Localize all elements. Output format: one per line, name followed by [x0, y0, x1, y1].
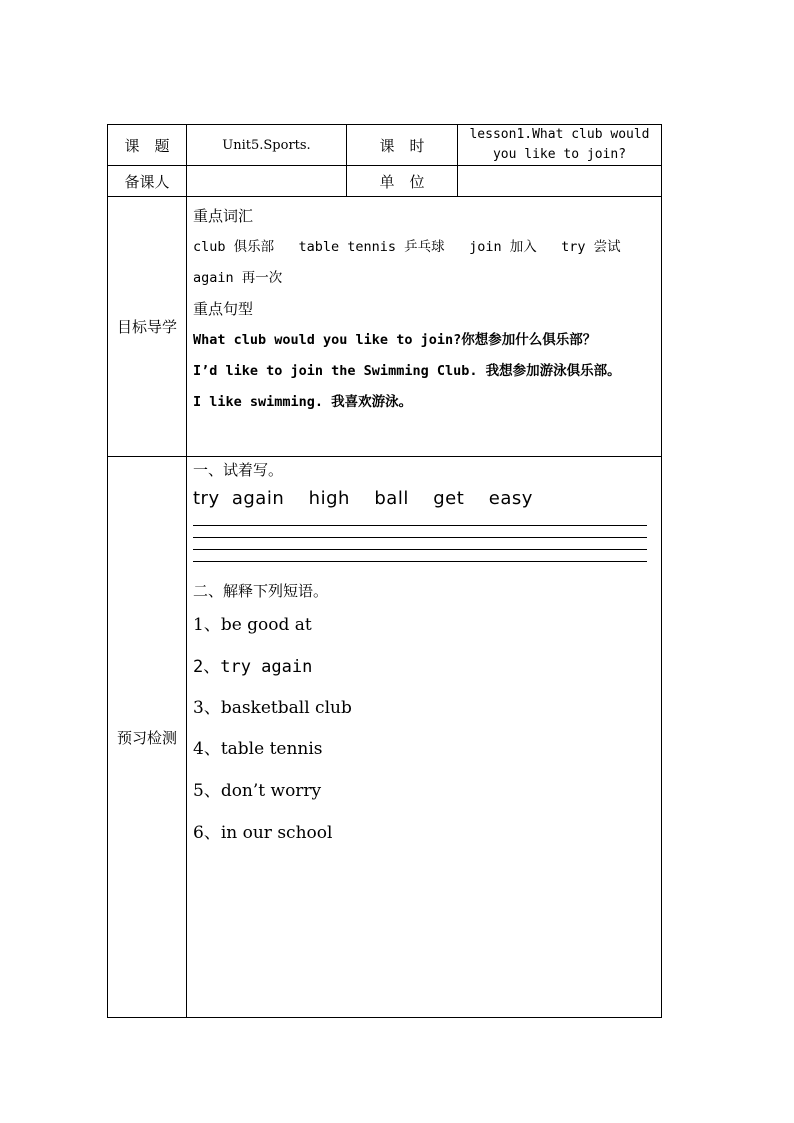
topic-value: Unit5.Sports. — [187, 125, 347, 166]
section-1-title: 一、试着写。 — [193, 461, 284, 479]
preview-cell — [187, 457, 662, 1018]
preview-row — [108, 457, 662, 1018]
sentence-heading: 重点句型 — [193, 300, 254, 318]
writing-line — [193, 561, 647, 573]
writing-lines — [193, 525, 647, 573]
header-row-topic — [108, 125, 662, 166]
practice-words: try again high ball get easy — [193, 488, 533, 509]
period-value: lesson1.What club would you like to join? — [458, 125, 662, 166]
unit-label: 单 位 — [347, 166, 458, 197]
writing-line — [193, 549, 647, 561]
header-row-preparer — [108, 166, 662, 197]
phrase-item: 6、in our school — [193, 823, 333, 843]
unit-value — [458, 166, 662, 197]
vocab-line-2: again 再一次 — [193, 270, 283, 286]
writing-line — [193, 537, 647, 549]
period-label: 课 时 — [347, 125, 458, 166]
key-sentence-2: I’d like to join the Swimming Club. 我想参加游泳俱乐部。 — [193, 363, 621, 379]
phrase-item: 1、be good at — [193, 615, 312, 635]
goals-row — [108, 197, 662, 457]
preparer-value — [187, 166, 347, 197]
lesson-plan-table — [107, 124, 662, 1018]
writing-line — [193, 525, 647, 537]
goals-cell — [187, 197, 662, 457]
vocab-line-1: club 俱乐部 table tennis 乒乓球 join 加入 try 尝试 — [193, 239, 621, 255]
preparer-label: 备课人 — [108, 166, 187, 197]
key-sentence-1: What club would you like to join?你想参加什么俱乐部？ — [193, 332, 597, 348]
preview-label: 预习检测 — [108, 457, 187, 1018]
phrase-item: 2、try again — [193, 657, 313, 677]
key-sentence-3: I like swimming. 我喜欢游泳。 — [193, 394, 413, 410]
topic-label: 课 题 — [108, 125, 187, 166]
phrase-item: 5、don’t worry — [193, 781, 322, 801]
goals-label: 目标导学 — [108, 197, 187, 457]
section-2-title: 二、解释下列短语。 — [193, 582, 329, 600]
vocab-heading: 重点词汇 — [193, 207, 254, 225]
phrase-item: 4、table tennis — [193, 739, 323, 759]
phrase-item: 3、basketball club — [193, 698, 352, 718]
